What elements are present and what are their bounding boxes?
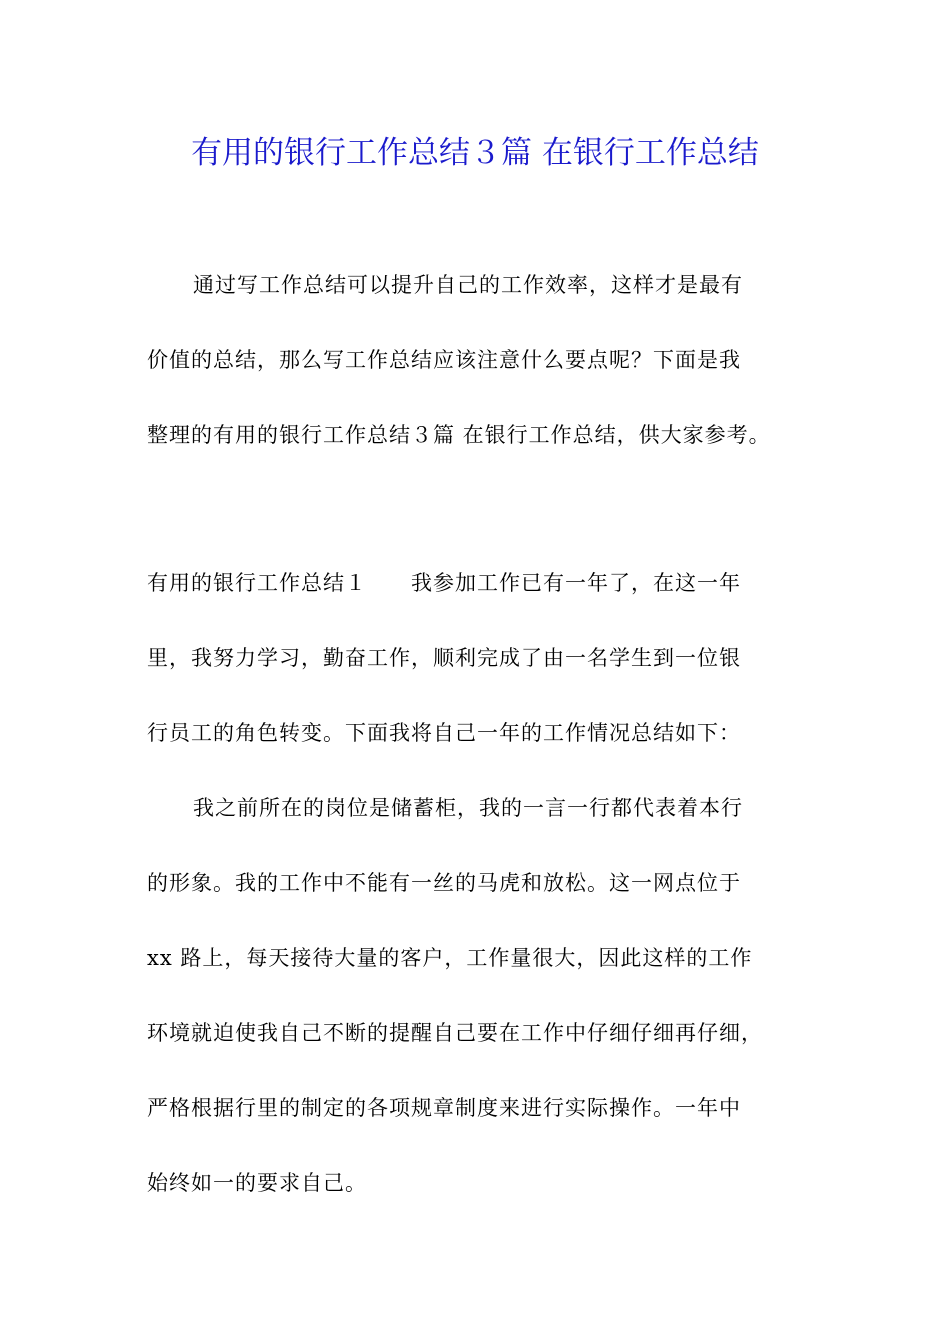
- document-title: 有用的银行工作总结３篇 在银行工作总结: [191, 135, 759, 171]
- paragraph-line: 环境就迫使我自己不断的提醒自己要在工作中仔细仔细再仔细，: [147, 1021, 763, 1045]
- paragraph-line: 有用的银行工作总结１ 我参加工作已有一年了，在这一年: [147, 571, 741, 595]
- summary-one-paragraph: [147, 565, 807, 790]
- paragraph-line: xx 路上，每天接待大量的客户，工作量很大，因此这样的工作: [147, 946, 753, 970]
- paragraph-line: 的形象。我的工作中不能有一丝的马虎和放松。这一网点位于: [147, 871, 741, 895]
- paragraph-line: 整理的有用的银行工作总结３篇 在银行工作总结，供大家参考。: [147, 423, 771, 447]
- intro-paragraph: [147, 267, 807, 492]
- position-paragraph: [147, 790, 807, 1240]
- paragraph-line: 始终如一的要求自己。: [147, 1171, 367, 1195]
- paragraph-line: 严格根据行里的制定的各项规章制度来进行实际操作。一年中: [147, 1096, 741, 1120]
- paragraph-line: 行员工的角色转变。下面我将自己一年的工作情况总结如下：: [147, 721, 741, 745]
- paragraph-line: 里，我努力学习，勤奋工作，顺利完成了由一名学生到一位银: [147, 646, 741, 670]
- paragraph-line: 价值的总结，那么写工作总结应该注意什么要点呢？下面是我: [147, 348, 741, 372]
- paragraph-line: 通过写工作总结可以提升自己的工作效率，这样才是最有: [193, 273, 743, 297]
- paragraph-line: 我之前所在的岗位是储蓄柜，我的一言一行都代表着本行: [193, 796, 743, 820]
